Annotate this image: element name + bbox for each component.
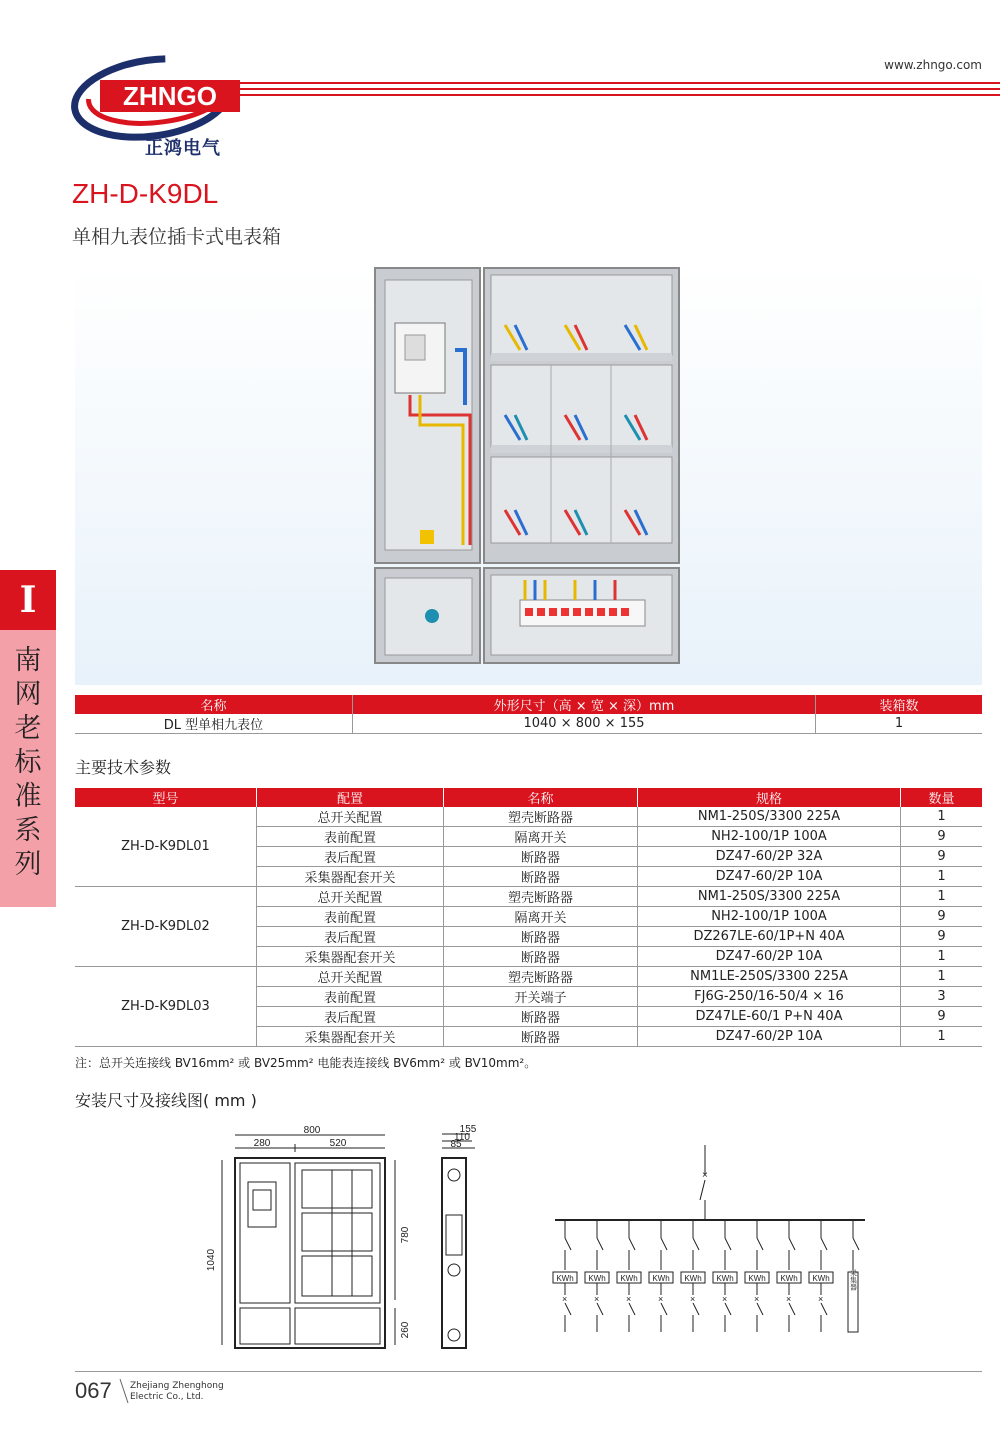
branch-switch xyxy=(629,1238,635,1250)
series-label xyxy=(0,630,56,907)
series-side-tab xyxy=(0,570,56,907)
installation-drawing xyxy=(200,1120,900,1370)
branch-breaker-mark: × xyxy=(786,1294,792,1304)
table-cell: 1 xyxy=(901,867,983,887)
series-number: I xyxy=(0,570,56,630)
dim-left: 280 xyxy=(253,1138,271,1149)
logo-text: ZHNGO xyxy=(123,81,217,111)
table-cell: 隔离开关 xyxy=(444,827,638,847)
table-header: 装箱数 xyxy=(816,695,983,714)
table-row xyxy=(75,714,982,734)
footer-slash xyxy=(118,1377,130,1405)
branch-switch xyxy=(757,1238,763,1250)
table-cell: 塑壳断路器 xyxy=(444,807,638,827)
table-cell: DZ267LE-60/1P+N 40A xyxy=(638,927,901,947)
page-number: 067 xyxy=(75,1378,112,1403)
table-cell: 1 xyxy=(816,714,983,734)
table-cell: 9 xyxy=(901,1007,983,1027)
company-english xyxy=(130,1381,224,1403)
main-switch-mark: × xyxy=(702,1170,708,1181)
branch-switch xyxy=(597,1303,603,1315)
table-cell: 表前配置 xyxy=(257,907,444,927)
product-model: ZH-D-K9DL xyxy=(72,178,219,209)
table-cell: 1 xyxy=(901,947,983,967)
dim-width: 800 xyxy=(303,1125,321,1136)
table-cell: NM1-250S/3300 225A xyxy=(638,807,901,827)
dim-upper: 780 xyxy=(400,1226,411,1244)
table-cell: 表前配置 xyxy=(257,987,444,1007)
dim-right: 520 xyxy=(329,1138,347,1149)
branch-switch xyxy=(629,1303,635,1315)
branch-switch xyxy=(661,1303,667,1315)
branch-switch xyxy=(661,1238,667,1250)
series-char: 列 xyxy=(14,849,42,880)
table-cell: DZ47-60/2P 10A xyxy=(638,947,901,967)
website-url: www.zhngo.com xyxy=(884,58,982,72)
branch-breaker-mark: × xyxy=(818,1294,824,1304)
dim-depth-mid: 110 xyxy=(454,1132,470,1143)
series-char: 网 xyxy=(14,679,42,710)
table-cell: 总开关配置 xyxy=(257,967,444,987)
series-char: 标 xyxy=(14,747,42,778)
table-cell: 表后配置 xyxy=(257,927,444,947)
table-cell: 断路器 xyxy=(444,867,638,887)
table-row xyxy=(75,967,982,987)
table-cell: 总开关配置 xyxy=(257,887,444,907)
table-cell: 断路器 xyxy=(444,847,638,867)
wiring-diagram xyxy=(553,1145,865,1332)
table-cell: 采集器配套开关 xyxy=(257,1027,444,1047)
series-char: 系 xyxy=(14,815,42,846)
branch-switch xyxy=(821,1303,827,1315)
table-cell: 断路器 xyxy=(444,947,638,967)
table-cell: DZ47-60/2P 10A xyxy=(638,867,901,887)
dim-depth-total: 155 xyxy=(459,1124,477,1135)
tech-params-table xyxy=(75,788,982,1047)
table-header: 型号 xyxy=(75,788,257,807)
branch-switch xyxy=(597,1238,603,1250)
kwh-label: KWh xyxy=(780,1274,798,1283)
branch-switch xyxy=(693,1303,699,1315)
table-row xyxy=(75,887,982,907)
table-row xyxy=(75,807,982,827)
branch-breaker-mark: × xyxy=(754,1294,760,1304)
table-cell: 断路器 xyxy=(444,927,638,947)
table-header: 数量 xyxy=(901,788,983,807)
table-cell: DZ47-60/2P 32A xyxy=(638,847,901,867)
table-cell: 3 xyxy=(901,987,983,1007)
series-char: 准 xyxy=(14,781,42,812)
model-cell: ZH-D-K9DL01 xyxy=(75,807,257,887)
table-cell: DZ47-60/2P 10A xyxy=(638,1027,901,1047)
branch-switch xyxy=(789,1238,795,1250)
table-cell: DL 型单相九表位 xyxy=(75,714,353,734)
table-header: 外形尺寸（高 × 宽 × 深）mm xyxy=(353,695,816,714)
table-cell: 表后配置 xyxy=(257,1007,444,1027)
product-photo xyxy=(75,265,982,685)
product-table xyxy=(75,695,982,734)
dim-lower: 260 xyxy=(400,1321,411,1339)
table-cell: 开关端子 xyxy=(444,987,638,1007)
table-cell: 1040 × 800 × 155 xyxy=(353,714,816,734)
series-char: 老 xyxy=(14,713,42,744)
branch-switch xyxy=(565,1238,571,1250)
table-cell: 1 xyxy=(901,807,983,827)
table-cell: 采集器配套开关 xyxy=(257,867,444,887)
table-cell: 表后配置 xyxy=(257,847,444,867)
table-cell: 9 xyxy=(901,847,983,867)
table-cell: 1 xyxy=(901,967,983,987)
table-cell: 塑壳断路器 xyxy=(444,967,638,987)
table-cell: FJ6G-250/16-50/4 × 16 xyxy=(638,987,901,1007)
table-cell: 表前配置 xyxy=(257,827,444,847)
branch-switch xyxy=(789,1303,795,1315)
kwh-label: KWh xyxy=(588,1274,606,1283)
branch-switch xyxy=(757,1303,763,1315)
table-cell: 塑壳断路器 xyxy=(444,887,638,907)
company-line2: Electric Co., Ltd. xyxy=(130,1392,204,1402)
company-line1: Zhejiang Zhenghong xyxy=(130,1381,224,1391)
branch-breaker-mark: × xyxy=(722,1294,728,1304)
table-header: 规格 xyxy=(638,788,901,807)
branch-breaker-mark: × xyxy=(594,1294,600,1304)
table-cell: 总开关配置 xyxy=(257,807,444,827)
kwh-label: KWh xyxy=(620,1274,638,1283)
table-cell: 9 xyxy=(901,827,983,847)
kwh-label: KWh xyxy=(748,1274,766,1283)
footer-divider xyxy=(75,1371,982,1372)
kwh-label: KWh xyxy=(556,1274,574,1283)
kwh-label: KWh xyxy=(812,1274,830,1283)
main-switch-blade xyxy=(700,1180,705,1200)
kwh-label: KWh xyxy=(684,1274,702,1283)
branch-switch xyxy=(693,1238,699,1250)
table-cell: DZ47LE-60/1 P+N 40A xyxy=(638,1007,901,1027)
branch-breaker-mark: × xyxy=(562,1294,568,1304)
branch-switch xyxy=(565,1303,571,1315)
product-subtitle: 单相九表位插卡式电表箱 xyxy=(72,226,282,248)
collector-label: 采集器 xyxy=(849,1269,857,1291)
series-char: 南 xyxy=(14,645,42,676)
table-cell: 1 xyxy=(901,1027,983,1047)
table-cell: 采集器配套开关 xyxy=(257,947,444,967)
table-cell: NH2-100/1P 100A xyxy=(638,827,901,847)
kwh-label: KWh xyxy=(716,1274,734,1283)
wiring-note: 注：总开关连接线 BV16mm² 或 BV25mm² 电能表连接线 BV6mm² 或 BV10mm²。 xyxy=(75,1056,537,1070)
drawing-title: 安装尺寸及接线图( mm ) xyxy=(75,1091,257,1110)
kwh-label: KWh xyxy=(652,1274,670,1283)
table-cell: 1 xyxy=(901,887,983,907)
table-cell: 断路器 xyxy=(444,1027,638,1047)
table-header: 名称 xyxy=(444,788,638,807)
dim-height: 1040 xyxy=(206,1248,217,1272)
branch-switch xyxy=(725,1238,731,1250)
table-cell: 断路器 xyxy=(444,1007,638,1027)
table-cell: 9 xyxy=(901,927,983,947)
branch-breaker-mark: × xyxy=(626,1294,632,1304)
branch-switch xyxy=(821,1238,827,1250)
logo-subtitle: 正鸿电气 xyxy=(145,138,221,159)
branch-breaker-mark: × xyxy=(690,1294,696,1304)
model-cell: ZH-D-K9DL03 xyxy=(75,967,257,1047)
branch-switch xyxy=(853,1238,859,1250)
branch-breaker-mark: × xyxy=(658,1294,664,1304)
table-cell: 9 xyxy=(901,907,983,927)
branch-switch xyxy=(725,1303,731,1315)
header-decorative-lines xyxy=(240,82,1000,102)
table-header: 配置 xyxy=(257,788,444,807)
table-header: 名称 xyxy=(75,695,353,714)
table-cell: NM1LE-250S/3300 225A xyxy=(638,967,901,987)
tech-params-title: 主要技术参数 xyxy=(75,758,172,777)
table-cell: 隔离开关 xyxy=(444,907,638,927)
dim-depth-inner: 85 xyxy=(450,1139,462,1150)
table-cell: NH2-100/1P 100A xyxy=(638,907,901,927)
model-cell: ZH-D-K9DL02 xyxy=(75,887,257,967)
table-cell: NM1-250S/3300 225A xyxy=(638,887,901,907)
